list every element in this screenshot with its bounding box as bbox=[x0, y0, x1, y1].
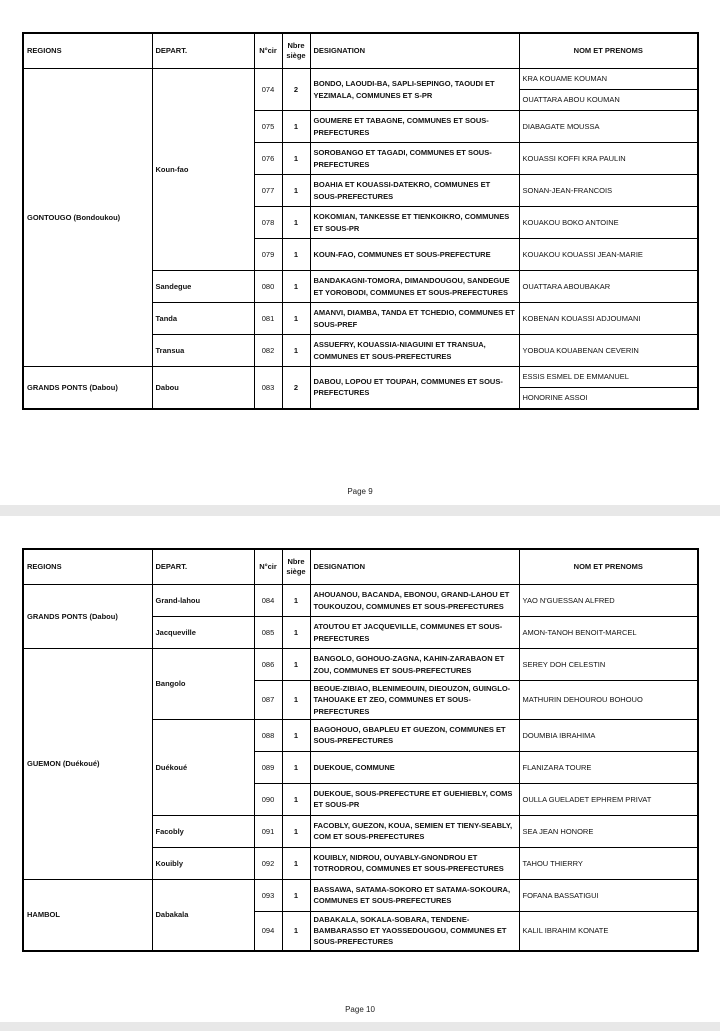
name-cell: MATHURIN DEHOUROU BOHOUO bbox=[519, 681, 698, 720]
region-cell: GRANDS PONTS (Dabou) bbox=[23, 585, 152, 649]
circ-number-cell: 086 bbox=[254, 649, 282, 681]
seats-count-cell: 2 bbox=[282, 69, 310, 111]
circ-number-cell: 090 bbox=[254, 783, 282, 815]
designation-cell: AMANVI, DIAMBA, TANDA ET TCHEDIO, COMMUNES ET SOUS-PREF bbox=[310, 303, 519, 335]
department-cell: Kouibly bbox=[152, 847, 254, 879]
table-row bbox=[23, 585, 698, 617]
designation-cell: BANGOLO, GOHOUO-ZAGNA, KAHIN-ZARABAON ET ZOU, COMMUNES ET SOUS-PREFECTURES bbox=[310, 649, 519, 681]
seats-count-cell: 1 bbox=[282, 751, 310, 783]
department-cell: Dabou bbox=[152, 367, 254, 409]
seats-count-cell: 1 bbox=[282, 911, 310, 950]
seats-count-cell: 1 bbox=[282, 783, 310, 815]
table-row bbox=[23, 69, 698, 90]
seats-count-cell: 1 bbox=[282, 111, 310, 143]
designation-cell: DUEKOUE, SOUS-PREFECTURE ET GUEHIEBLY, COMS ET SOUS-PR bbox=[310, 783, 519, 815]
designation-cell: KOUIBLY, NIDROU, OUYABLY-GNONDROU ET TOTRODROU, COMMUNES ET SOUS-PREFECTURES bbox=[310, 847, 519, 879]
circ-number-cell: 094 bbox=[254, 911, 282, 950]
results-table-page-9 bbox=[22, 32, 699, 410]
designation-cell: ATOUTOU ET JACQUEVILLE, COMMUNES ET SOUS-PREFECTURES bbox=[310, 617, 519, 649]
name-cell: AMON-TANOH BENOIT-MARCEL bbox=[519, 617, 698, 649]
seats-count-cell: 1 bbox=[282, 239, 310, 271]
column-header-designation: DESIGNATION bbox=[310, 549, 519, 585]
seats-count-cell: 1 bbox=[282, 143, 310, 175]
department-cell: Sandegue bbox=[152, 271, 254, 303]
name-cell: DOUMBIA IBRAHIMA bbox=[519, 719, 698, 751]
designation-cell: DABAKALA, SOKALA-SOBARA, TENDENE-BAMBARASSO ET YAOSSEDOUGOU, COMMUNES ET SOUS-PREFECTURES bbox=[310, 911, 519, 950]
name-cell: FOFANA BASSATIGUI bbox=[519, 879, 698, 911]
column-header-depart: DEPART. bbox=[152, 549, 254, 585]
column-header-regions: REGIONS bbox=[23, 33, 152, 69]
circ-number-cell: 083 bbox=[254, 367, 282, 409]
department-cell: Grand-lahou bbox=[152, 585, 254, 617]
name-cell: TAHOU THIERRY bbox=[519, 847, 698, 879]
seats-count-cell: 1 bbox=[282, 617, 310, 649]
column-header-nom: NOM ET PRENOMS bbox=[519, 549, 698, 585]
circ-number-cell: 082 bbox=[254, 335, 282, 367]
seats-count-cell: 1 bbox=[282, 303, 310, 335]
table-row bbox=[23, 367, 698, 388]
seats-count-cell: 1 bbox=[282, 879, 310, 911]
department-cell: Koun-fao bbox=[152, 69, 254, 271]
results-table-page-10 bbox=[22, 548, 699, 952]
designation-cell: AHOUANOU, BACANDA, EBONOU, GRAND-LAHOU ET TOUKOUZOU, COMMUNES ET SOUS-PREFECTURES bbox=[310, 585, 519, 617]
department-cell: Dabakala bbox=[152, 879, 254, 950]
name-cell: KOUAKOU BOKO ANTOINE bbox=[519, 207, 698, 239]
name-cell: OUATTARA ABOUBAKAR bbox=[519, 271, 698, 303]
designation-cell: BOAHIA ET KOUASSI-DATEKRO, COMMUNES ET SOUS-PREFECTURES bbox=[310, 175, 519, 207]
seats-count-cell: 1 bbox=[282, 649, 310, 681]
name-cell: YOBOUA KOUABENAN CEVERIN bbox=[519, 335, 698, 367]
name-cell: OULLA GUELADET EPHREM PRIVAT bbox=[519, 783, 698, 815]
name-cell: YAO N'GUESSAN ALFRED bbox=[519, 585, 698, 617]
designation-cell: BANDAKAGNI-TOMORA, DIMANDOUGOU, SANDEGUE ET YOROBODI, COMMUNES ET SOUS-PREFECTURES bbox=[310, 271, 519, 303]
name-cell: HONORINE ASSOI bbox=[519, 388, 698, 409]
seats-count-cell: 1 bbox=[282, 815, 310, 847]
name-cell: DIABAGATE MOUSSA bbox=[519, 111, 698, 143]
name-cell: OUATTARA ABOU KOUMAN bbox=[519, 90, 698, 111]
department-cell: Duékoué bbox=[152, 719, 254, 815]
circ-number-cell: 080 bbox=[254, 271, 282, 303]
name-cell: ESSIS ESMEL DE EMMANUEL bbox=[519, 367, 698, 388]
name-cell: SEREY DOH CELESTIN bbox=[519, 649, 698, 681]
column-header-regions: REGIONS bbox=[23, 549, 152, 585]
name-cell: KOUAKOU KOUASSI JEAN-MARIE bbox=[519, 239, 698, 271]
seats-count-cell: 1 bbox=[282, 335, 310, 367]
seats-count-cell: 1 bbox=[282, 847, 310, 879]
circ-number-cell: 084 bbox=[254, 585, 282, 617]
department-cell: Bangolo bbox=[152, 649, 254, 720]
page-number-label-9: Page 9 bbox=[347, 487, 373, 496]
designation-cell: DUEKOUE, COMMUNE bbox=[310, 751, 519, 783]
circ-number-cell: 077 bbox=[254, 175, 282, 207]
name-cell: SEA JEAN HONORE bbox=[519, 815, 698, 847]
designation-cell: BASSAWA, SATAMA-SOKORO ET SATAMA-SOKOURA, COMMUNES ET SOUS-PREFECTURES bbox=[310, 879, 519, 911]
name-cell: KRA KOUAME KOUMAN bbox=[519, 69, 698, 90]
name-cell: SONAN-JEAN-FRANCOIS bbox=[519, 175, 698, 207]
header-row bbox=[23, 33, 698, 69]
circ-number-cell: 078 bbox=[254, 207, 282, 239]
circ-number-cell: 081 bbox=[254, 303, 282, 335]
page-separator-bottom bbox=[0, 1022, 720, 1031]
column-header-depart: DEPART. bbox=[152, 33, 254, 69]
department-cell: Tanda bbox=[152, 303, 254, 335]
name-cell: KOUASSI KOFFI KRA PAULIN bbox=[519, 143, 698, 175]
column-header-nbre_siege: Nbre siège bbox=[282, 549, 310, 585]
designation-cell: BAGOHOUO, GBAPLEU ET GUEZON, COMMUNES ET SOUS-PREFECTURES bbox=[310, 719, 519, 751]
circ-number-cell: 085 bbox=[254, 617, 282, 649]
column-header-ncir: N°cir bbox=[254, 549, 282, 585]
circ-number-cell: 088 bbox=[254, 719, 282, 751]
circ-number-cell: 093 bbox=[254, 879, 282, 911]
column-header-nbre_siege: Nbre siège bbox=[282, 33, 310, 69]
circ-number-cell: 075 bbox=[254, 111, 282, 143]
name-cell: KOBENAN KOUASSI ADJOUMANI bbox=[519, 303, 698, 335]
region-cell: HAMBOL bbox=[23, 879, 152, 950]
header-row bbox=[23, 549, 698, 585]
designation-cell: SOROBANGO ET TAGADI, COMMUNES ET SOUS-PREFECTURES bbox=[310, 143, 519, 175]
seats-count-cell: 2 bbox=[282, 367, 310, 409]
circ-number-cell: 092 bbox=[254, 847, 282, 879]
seats-count-cell: 1 bbox=[282, 175, 310, 207]
page-number-label-10: Page 10 bbox=[345, 1005, 375, 1014]
designation-cell: KOUN-FAO, COMMUNES ET SOUS-PREFECTURE bbox=[310, 239, 519, 271]
circ-number-cell: 089 bbox=[254, 751, 282, 783]
column-header-nom: NOM ET PRENOMS bbox=[519, 33, 698, 69]
designation-cell: GOUMERE ET TABAGNE, COMMUNES ET SOUS-PREFECTURES bbox=[310, 111, 519, 143]
table-row bbox=[23, 879, 698, 911]
table-row bbox=[23, 649, 698, 681]
region-cell: GRANDS PONTS (Dabou) bbox=[23, 367, 152, 409]
designation-cell: DABOU, LOPOU ET TOUPAH, COMMUNES ET SOUS-PREFECTURES bbox=[310, 367, 519, 409]
name-cell: KALIL IBRAHIM KONATE bbox=[519, 911, 698, 950]
seats-count-cell: 1 bbox=[282, 207, 310, 239]
seats-count-cell: 1 bbox=[282, 585, 310, 617]
seats-count-cell: 1 bbox=[282, 271, 310, 303]
name-cell: FLANIZARA TOURE bbox=[519, 751, 698, 783]
designation-cell: BONDO, LAOUDI-BA, SAPLI-SEPINGO, TAOUDI ET YEZIMALA, COMMUNES ET S-PR bbox=[310, 69, 519, 111]
circ-number-cell: 074 bbox=[254, 69, 282, 111]
page-separator bbox=[0, 505, 720, 516]
department-cell: Transua bbox=[152, 335, 254, 367]
designation-cell: ASSUEFRY, KOUASSIA-NIAGUINI ET TRANSUA, COMMUNES ET SOUS-PREFECTURES bbox=[310, 335, 519, 367]
circ-number-cell: 076 bbox=[254, 143, 282, 175]
circ-number-cell: 087 bbox=[254, 681, 282, 720]
department-cell: Facobly bbox=[152, 815, 254, 847]
seats-count-cell: 1 bbox=[282, 681, 310, 720]
designation-cell: BEOUE-ZIBIAO, BLENIMEOUIN, DIEOUZON, GUINGLO-TAHOUAKE ET ZEO, COMMUNES ET SOUS-PREFECTURES bbox=[310, 681, 519, 720]
circ-number-cell: 079 bbox=[254, 239, 282, 271]
designation-cell: KOKOMIAN, TANKESSE ET TIENKOIKRO, COMMUNES ET SOUS-PR bbox=[310, 207, 519, 239]
column-header-designation: DESIGNATION bbox=[310, 33, 519, 69]
department-cell: Jacqueville bbox=[152, 617, 254, 649]
column-header-ncir: N°cir bbox=[254, 33, 282, 69]
designation-cell: FACOBLY, GUEZON, KOUA, SEMIEN ET TIENY-SEABLY, COM ET SOUS-PREFECTURES bbox=[310, 815, 519, 847]
seats-count-cell: 1 bbox=[282, 719, 310, 751]
region-cell: GUEMON (Duékoué) bbox=[23, 649, 152, 880]
circ-number-cell: 091 bbox=[254, 815, 282, 847]
region-cell: GONTOUGO (Bondoukou) bbox=[23, 69, 152, 367]
